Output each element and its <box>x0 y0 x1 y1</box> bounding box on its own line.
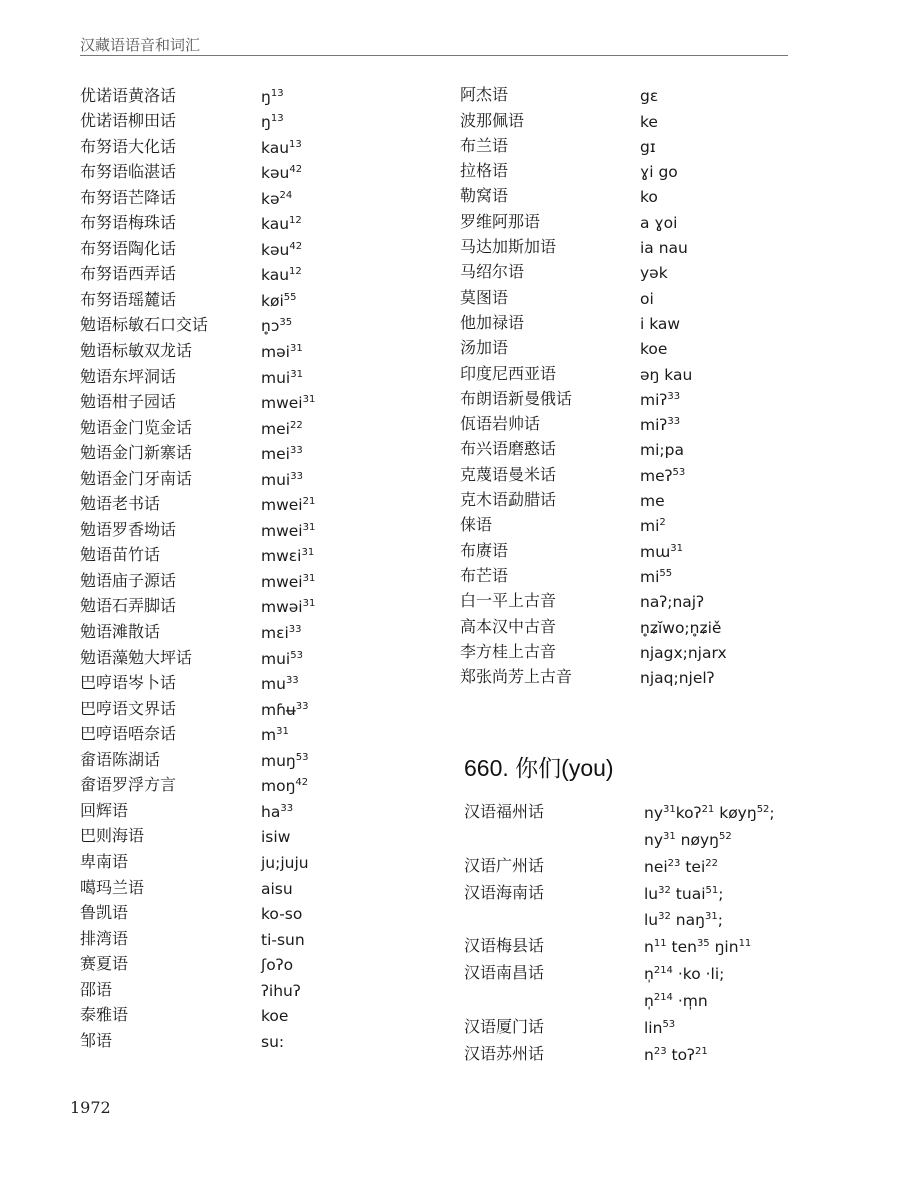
language-name: 布努语临湛话 <box>80 162 177 182</box>
entry-row <box>80 208 440 234</box>
phonetic-form: n̩$^{214}$ ·m̩n <box>644 991 708 1011</box>
language-name: 佤语岩帅话 <box>460 414 541 434</box>
entry-row <box>80 259 440 285</box>
phonetic-form: $mi^{55}$ <box>640 567 673 586</box>
language-name: 布芒语 <box>460 565 509 585</box>
language-name: 勉语老书话 <box>80 494 161 514</box>
language-name: 勉语滩散话 <box>80 622 161 642</box>
language-name: 汤加语 <box>460 338 509 358</box>
language-name: 勉语东坪洞话 <box>80 366 177 386</box>
entry-row <box>80 514 440 540</box>
entry-row <box>80 795 440 821</box>
language-name: 印度尼西亚语 <box>460 363 557 383</box>
entry-row <box>80 157 440 183</box>
phonetic-form: mi;pa <box>640 441 684 460</box>
phonetic-form: kə$^{24}$ <box>261 189 293 208</box>
phonetic-form: mui$^{31}$ <box>261 368 303 387</box>
phonetic-form: $ha^{33}$ <box>261 802 294 821</box>
entry-row <box>80 974 440 1000</box>
language-name: 勉语金门新寨话 <box>80 443 193 463</box>
phonetic-form: miʔ$^{33}$ <box>640 416 681 435</box>
language-name: 畲语陈湖话 <box>80 749 161 769</box>
entry-row <box>460 637 860 662</box>
phonetic-form: əŋ kau <box>640 365 693 384</box>
entry-row <box>80 821 440 847</box>
phonetic-form: moŋ$^{42}$ <box>261 777 309 796</box>
entry-row <box>80 719 440 745</box>
phonetic-form: lin$^{53}$ <box>644 1018 676 1038</box>
language-name: 克木语勐腊话 <box>460 490 557 510</box>
phonetic-form: $m^{31}$ <box>261 726 289 745</box>
entry-row <box>464 795 864 822</box>
language-name: 巴哼语唔奈话 <box>80 724 177 744</box>
phonetic-form: kəu$^{42}$ <box>261 164 303 183</box>
entry-row <box>464 1010 864 1037</box>
entry-row <box>460 80 860 105</box>
entry-row <box>464 822 864 849</box>
language-name: 他加禄语 <box>460 312 525 332</box>
phonetic-form: n̥ɔ$^{35}$ <box>261 317 293 336</box>
entry-row <box>460 434 860 459</box>
phonetic-form: mwɛi$^{31}$ <box>261 547 315 566</box>
entry-row <box>464 876 864 903</box>
entry-row <box>80 642 440 668</box>
entry-row <box>80 387 440 413</box>
phonetic-form: n̩$^{214}$ ·ko ·li; <box>644 965 725 984</box>
entry-row <box>464 849 864 876</box>
language-name: 马达加斯加语 <box>460 237 557 257</box>
phonetic-form: mwei$^{21}$ <box>261 496 316 515</box>
language-name: 汉语南昌话 <box>464 963 545 983</box>
phonetic-form: $mu^{33}$ <box>261 674 299 694</box>
phonetic-form: mwei$^{31}$ <box>261 393 316 413</box>
right-column <box>460 80 860 687</box>
phonetic-form: $lu^{32}$ tuai$^{51}$; <box>644 884 724 903</box>
left-column <box>80 80 440 1051</box>
language-name: 邵语 <box>80 979 113 999</box>
entry-row <box>460 308 860 333</box>
language-name: 勉语柑子园话 <box>80 392 177 412</box>
language-name: 优诺语柳田话 <box>80 111 177 131</box>
phonetic-form: kau$^{12}$ <box>261 266 302 285</box>
language-name: 布努语梅珠话 <box>80 213 177 233</box>
phonetic-form: ʃoʔo <box>261 956 294 975</box>
entry-row <box>80 463 440 489</box>
language-name: 布努语陶化话 <box>80 238 177 258</box>
entry-row <box>460 485 860 510</box>
section-heading: 660. 你们(you) <box>464 755 614 781</box>
entry-row <box>460 459 860 484</box>
phonetic-form: kau$^{13}$ <box>261 138 302 157</box>
entry-row <box>460 156 860 181</box>
phonetic-form: kau$^{12}$ <box>261 215 302 234</box>
entry-row <box>460 561 860 586</box>
entry-row <box>460 611 860 636</box>
phonetic-form: ɣi go <box>640 163 678 182</box>
entry-row <box>464 956 864 983</box>
entry-row <box>460 105 860 130</box>
phonetic-form: ia nau <box>640 239 688 258</box>
language-name: 畲语罗浮方言 <box>80 775 177 795</box>
language-name: 阿杰语 <box>460 85 509 105</box>
entry-row <box>80 1025 440 1051</box>
entry-row <box>80 693 440 719</box>
phonetic-form: me <box>640 492 665 511</box>
phonetic-form: i kaw <box>640 314 681 333</box>
language-name: 布努语大化话 <box>80 136 177 156</box>
phonetic-form: su: <box>261 1032 285 1051</box>
language-name: 布兰语 <box>460 135 509 155</box>
entry-row <box>460 535 860 560</box>
phonetic-form: kəu$^{42}$ <box>261 240 303 259</box>
entry-row <box>80 770 440 796</box>
language-name: 鲁凯语 <box>80 903 129 923</box>
language-name: 回辉语 <box>80 800 129 820</box>
phonetic-form: $n^{23}$ toʔ$^{21}$ <box>644 1045 708 1064</box>
phonetic-form: gɪ <box>640 137 656 156</box>
phonetic-form: ti-sun <box>261 930 305 949</box>
phonetic-form: meʔ$^{53}$ <box>640 466 686 485</box>
entry-row <box>80 565 440 591</box>
entry-row <box>80 182 440 208</box>
phonetic-form: njagx;njarx <box>640 643 727 662</box>
running-header: 汉藏语语音和词汇 <box>80 36 201 54</box>
entry-row <box>80 361 440 387</box>
entry-row <box>464 929 864 956</box>
entry-row <box>460 510 860 535</box>
language-name: 罗维阿那语 <box>460 211 541 231</box>
language-name: 汉语福州话 <box>464 801 545 821</box>
phonetic-form: miʔ$^{33}$ <box>640 390 681 409</box>
language-name: 俫语 <box>460 515 493 535</box>
phonetic-form: ko-so <box>261 905 303 924</box>
phonetic-form: yək <box>640 264 668 283</box>
entry-row <box>460 181 860 206</box>
language-name: 布赓语 <box>460 540 509 560</box>
phonetic-form: koe <box>640 340 668 359</box>
entry-row <box>464 903 864 930</box>
entry-row <box>80 412 440 438</box>
entry-row <box>80 1000 440 1026</box>
entry-row <box>80 591 440 617</box>
language-name: 巴哼语文界话 <box>80 698 177 718</box>
language-name: 勉语庙子源话 <box>80 570 177 590</box>
language-name: 布努语西弄话 <box>80 264 177 284</box>
phonetic-form: mei$^{22}$ <box>261 419 303 438</box>
entry-row <box>80 923 440 949</box>
language-name: 马绍尔语 <box>460 262 525 282</box>
language-name: 巴则海语 <box>80 826 145 846</box>
language-name: 莫图语 <box>460 287 509 307</box>
language-name: 优诺语黄洛话 <box>80 85 177 105</box>
phonetic-form: $mi^2$ <box>640 517 666 536</box>
phonetic-form: mɯ$^{31}$ <box>640 542 683 561</box>
entry-row <box>80 744 440 770</box>
entry-row <box>80 310 440 336</box>
entry-row <box>80 540 440 566</box>
language-name: 勉语藻勉大坪话 <box>80 647 193 667</box>
language-name: 汉语广州话 <box>464 855 545 875</box>
phonetic-form: $ŋ^{13}$ <box>261 112 284 132</box>
language-name: 克蔑语曼米话 <box>460 464 557 484</box>
phonetic-form: $ny^{31}koʔ^{21}$ køyŋ$^{52}$; <box>644 803 775 822</box>
phonetic-form: mui$^{53}$ <box>261 649 303 668</box>
language-name: 噶玛兰语 <box>80 877 145 897</box>
phonetic-form: ke <box>640 112 658 131</box>
phonetic-form: ju;juju <box>261 853 309 872</box>
phonetic-form: mui$^{33}$ <box>261 470 303 489</box>
entry-row <box>80 872 440 898</box>
language-name: 汉语梅县话 <box>464 936 545 956</box>
entry-row <box>80 616 440 642</box>
language-name: 邹语 <box>80 1030 113 1050</box>
language-name: 巴哼语岑卜话 <box>80 673 177 693</box>
entry-row <box>80 106 440 132</box>
entry-row <box>80 668 440 694</box>
entry-row <box>80 949 440 975</box>
language-name: 郑张尚芳上古音 <box>460 667 573 687</box>
language-name: 勉语标敏双龙话 <box>80 341 193 361</box>
entry-row <box>460 257 860 282</box>
section-entries <box>464 795 864 1064</box>
entry-row <box>80 438 440 464</box>
phonetic-form: məi$^{31}$ <box>261 342 303 362</box>
entry-row <box>464 983 864 1010</box>
phonetic-form: naʔ;najʔ <box>640 593 704 612</box>
entry-row <box>80 131 440 157</box>
entry-row <box>80 898 440 924</box>
phonetic-form: køi$^{55}$ <box>261 291 297 310</box>
language-name: 排湾语 <box>80 928 129 948</box>
language-name: 卑南语 <box>80 851 129 871</box>
phonetic-form: $ny^{31}$ nøyŋ$^{52}$ <box>644 830 732 849</box>
language-name: 拉格语 <box>460 161 509 181</box>
phonetic-form: mɛi$^{33}$ <box>261 623 302 643</box>
phonetic-form: isiw <box>261 828 291 847</box>
phonetic-form: $n^{11}$ ten$^{35}$ ŋin$^{11}$ <box>644 938 752 957</box>
entry-row <box>460 232 860 257</box>
entry-row <box>460 358 860 383</box>
language-name: 汉语海南话 <box>464 882 545 902</box>
phonetic-form: n̥ʑĭwo;n̥ʑiě <box>640 618 722 637</box>
entry-row <box>80 489 440 515</box>
language-name: 勉语金门览金话 <box>80 417 193 437</box>
phonetic-form: oi <box>640 289 654 308</box>
entry-row <box>460 333 860 358</box>
phonetic-form: mwei$^{31}$ <box>261 521 316 540</box>
entry-row <box>460 586 860 611</box>
phonetic-form: ko <box>640 188 658 207</box>
phonetic-form: muŋ$^{53}$ <box>261 751 309 770</box>
language-name: 布努语芒降话 <box>80 187 177 207</box>
header-rule <box>80 55 788 56</box>
language-name: 勉语罗香坳话 <box>80 519 177 539</box>
phonetic-form: nei$^{23}$ tei$^{22}$ <box>644 857 718 876</box>
entry-row <box>460 662 860 687</box>
language-name: 赛夏语 <box>80 954 129 974</box>
phonetic-form: aisu <box>261 879 293 898</box>
phonetic-form: mɦʉ$^{33}$ <box>261 700 309 719</box>
language-name: 勉语石弄脚话 <box>80 596 177 616</box>
entry-row <box>460 131 860 156</box>
entry-row <box>460 409 860 434</box>
phonetic-form: $lu^{32}$ naŋ$^{31}$; <box>644 911 723 930</box>
entry-row <box>464 1037 864 1064</box>
entry-row <box>80 80 440 106</box>
entry-row <box>80 233 440 259</box>
language-name: 布努语瑶麓话 <box>80 289 177 309</box>
language-name: 白一平上古音 <box>460 591 557 611</box>
phonetic-form: ʔihuʔ <box>261 981 301 1000</box>
language-name: 汉语苏州话 <box>464 1043 545 1063</box>
entry-row <box>460 206 860 231</box>
language-name: 泰雅语 <box>80 1005 129 1025</box>
phonetic-form: koe <box>261 1007 289 1026</box>
language-name: 勉语金门牙南话 <box>80 468 193 488</box>
language-name: 勒窝语 <box>460 186 509 206</box>
language-name: 布朗语新曼俄话 <box>460 388 573 408</box>
entry-row <box>80 335 440 361</box>
language-name: 李方桂上古音 <box>460 641 557 661</box>
entry-row <box>80 284 440 310</box>
phonetic-form: mwei$^{31}$ <box>261 572 316 591</box>
language-name: 勉语标敏石口交话 <box>80 315 209 335</box>
entry-row <box>460 282 860 307</box>
phonetic-form: a ɣoi <box>640 213 678 232</box>
phonetic-form: mei$^{33}$ <box>261 445 303 464</box>
phonetic-form: njaq;njelʔ <box>640 669 715 688</box>
phonetic-form: mwəi$^{31}$ <box>261 598 316 617</box>
page-number: 1972 <box>70 1098 111 1117</box>
language-name: 高本汉中古音 <box>460 616 557 636</box>
phonetic-form: gɛ <box>640 87 659 106</box>
language-name: 波那佩语 <box>460 110 525 130</box>
phonetic-form: $ŋ^{13}$ <box>261 87 284 106</box>
language-name: 布兴语磨憨话 <box>460 439 557 459</box>
language-name: 勉语苗竹话 <box>80 545 161 565</box>
language-name: 汉语厦门话 <box>464 1017 545 1037</box>
entry-row <box>460 384 860 409</box>
entry-row <box>80 846 440 872</box>
